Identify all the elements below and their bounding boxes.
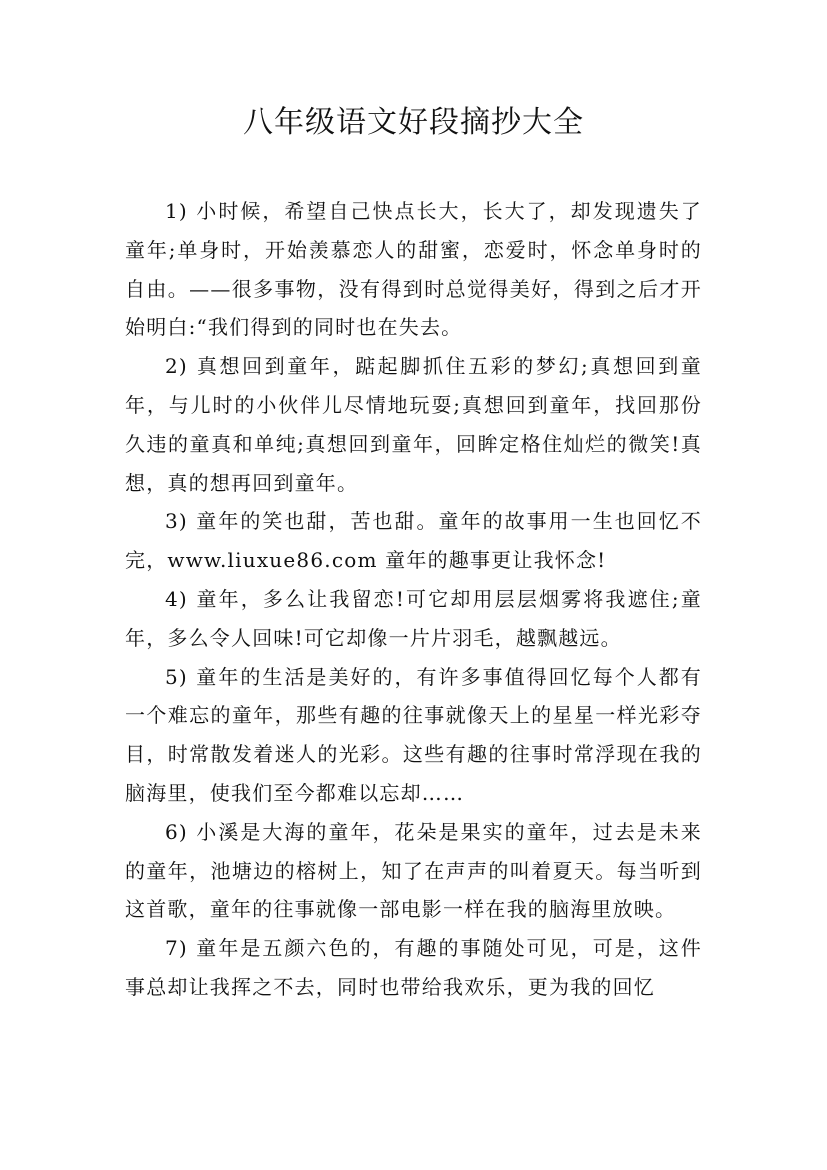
paragraph-6: 6) 小溪是大海的童年，花朵是果实的童年，过去是未来的童年，池塘边的榕树上，知了在声声的叫着夏天。每当听到这首歌，童年的往事就像一部电影一样在我的脑海里放映。 (125, 819, 702, 922)
document-title: 八年级语文好段摘抄大全 (243, 105, 584, 140)
paragraph-2: 2) 真想回到童年，踮起脚抓住五彩的梦幻;真想回到童年，与儿时的小伙伴儿尽情地玩耍;真想回到童年，找回那份久违的童真和单纯;真想回到童年，回眸定格住灿烂的微笑!真想，真的想再回到童年。 (125, 354, 702, 495)
document-body (125, 192, 702, 1007)
paragraph-1: 1) 小时候，希望自己快点长大，长大了，却发现遗失了童年;单身时，开始羡慕恋人的甜蜜，恋爱时，怀念单身时的自由。——很多事物，没有得到时总觉得美好，得到之后才开始明白:“我们得到的同时也在失去。 (125, 199, 702, 340)
paragraph-4: 4) 童年，多么让我留恋!可它却用层层烟雾将我遮住;童年，多么令人回味!可它却像一片片羽毛，越飘越远。 (125, 586, 702, 650)
paragraph-7: 7) 童年是五颜六色的，有趣的事随处可见，可是，这件事总却让我挥之不去，同时也带给我欢乐，更为我的回忆 (125, 936, 702, 999)
paragraph-3: 3) 童年的笑也甜，苦也甜。童年的故事用一生也回忆不完，www.liuxue86.com 童年的趣事更让我怀念! (125, 509, 702, 573)
paragraph-5: 5) 童年的生活是美好的，有许多事值得回忆每个人都有一个难忘的童年，那些有趣的往事就像天上的星星一样光彩夺目，时常散发着迷人的光彩。这些有趣的往事时常浮现在我的脑海里，使我们至今都难以忘却…… (125, 664, 702, 805)
